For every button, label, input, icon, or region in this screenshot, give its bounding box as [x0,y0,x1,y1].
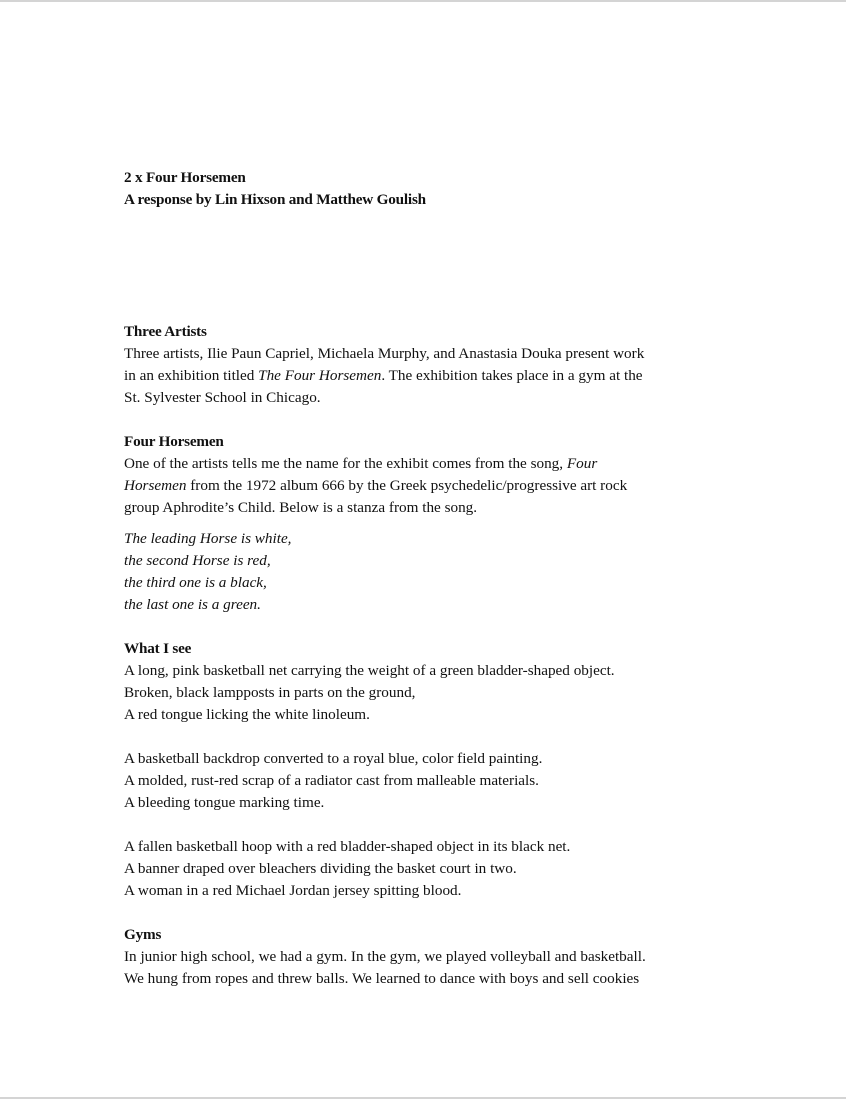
paragraph-line [124,453,744,475]
spacer [124,211,744,321]
song-title-italic: Four [566,455,598,472]
text-run: from the 1972 album 666 by the Greek psychedelic/progressive art rock [186,477,628,494]
verse-line: A woman in a red Michael Jordan jersey spitting blood. [124,882,462,899]
spacer [124,814,744,836]
text-run: One of the artists tells me the name for the exhibit comes from the song, [124,455,567,472]
page-top-edge [0,0,846,2]
verse-line: A molded, rust-red scrap of a radiator cast from malleable materials. [124,772,539,789]
page-bottom-edge [0,1097,846,1099]
section-heading-what-i-see: What I see [124,640,192,657]
stanza-line: the third one is a black, [124,574,267,591]
verse-line: A long, pink basketball net carrying the weight of a green bladder-shaped object. [124,662,615,679]
verse-line: A fallen basketball hoop with a red bladder-shaped object in its black net. [124,838,571,855]
document-byline: A response by Lin Hixson and Matthew Goulish [124,191,426,208]
paragraph-line: Three artists, Ilie Paun Capriel, Michaela Murphy, and Anastasia Douka present work [124,345,645,362]
stanza-line: the second Horse is red, [124,552,271,569]
verse-line: A bleeding tongue marking time. [124,794,325,811]
verse-line: A red tongue licking the white linoleum. [124,706,370,723]
spacer [124,616,744,638]
spacer [124,726,744,748]
verse-line: A basketball backdrop converted to a royal blue, color field painting. [124,750,543,767]
verse-line: Broken, black lampposts in parts on the ground, [124,684,416,701]
verse-line: A banner draped over bleachers dividing the basket court in two. [124,860,517,877]
section-heading-three-artists: Three Artists [124,323,207,340]
paragraph-line: St. Sylvester School in Chicago. [124,389,321,406]
text-run: . The exhibition takes place in a gym at the [381,367,643,384]
paragraph-line: group Aphrodite’s Child. Below is a stanza from the song. [124,499,478,516]
text-run: in an exhibition titled [124,367,259,384]
paragraph-line [124,475,744,497]
spacer [124,902,744,924]
section-heading-four-horsemen: Four Horsemen [124,433,224,450]
section-heading-gyms: Gyms [124,926,162,943]
stanza-line: the last one is a green. [124,596,261,613]
paragraph-line: We hung from ropes and threw balls. We learned to dance with boys and sell cookies [124,970,640,987]
paragraph-line [124,365,744,387]
song-title-italic: Horsemen [124,477,187,494]
spacer [124,409,744,431]
document-title: 2 x Four Horsemen [124,169,246,186]
paragraph-line: In junior high school, we had a gym. In the gym, we played volleyball and basketball. [124,948,646,965]
document-body [124,167,744,990]
exhibition-title-italic: The Four Horsemen [258,367,382,384]
stanza-line: The leading Horse is white, [124,530,292,547]
spacer [124,519,744,528]
